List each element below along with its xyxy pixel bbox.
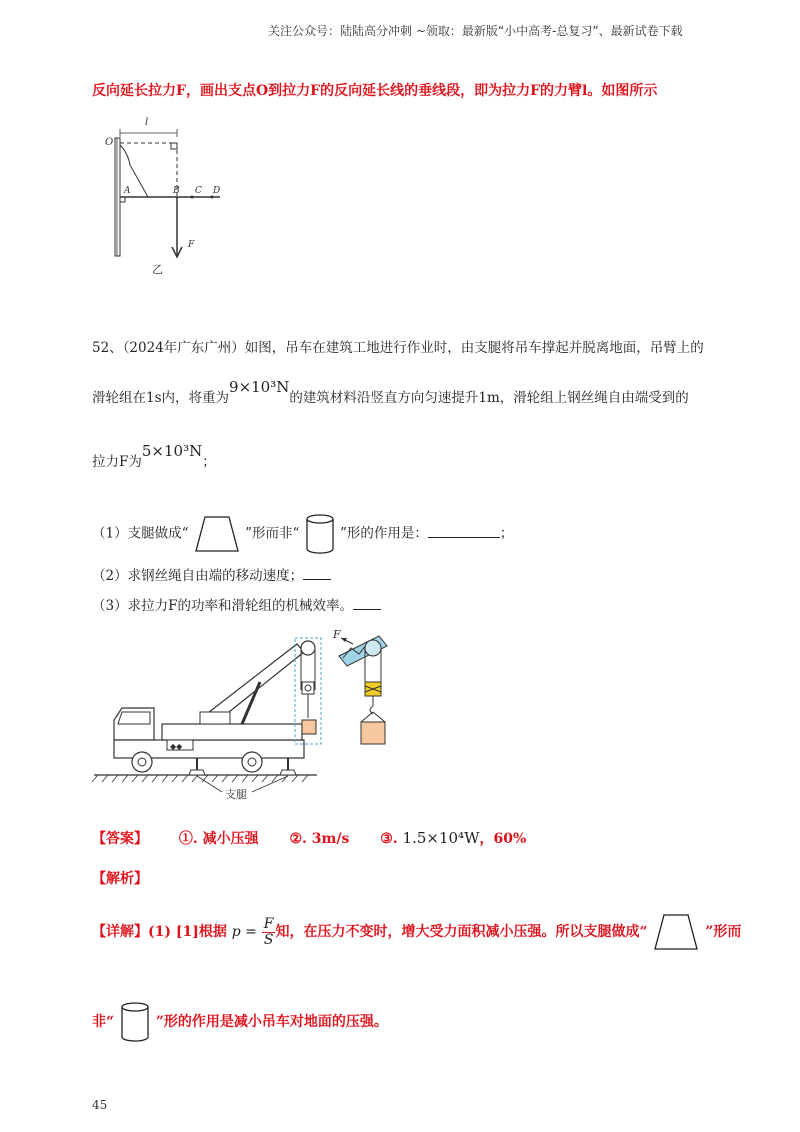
question-line-3 [92, 442, 216, 470]
detail-text-1c: ”形而 [705, 924, 742, 940]
answer-line [92, 828, 526, 848]
question-line-2 [92, 378, 689, 406]
answer-3-prefix: ③. [380, 831, 398, 847]
label-o: O [105, 137, 114, 148]
answer-blank-1[interactable] [428, 525, 500, 538]
label-a: A [124, 186, 131, 196]
analysis-label: 【解析】 [92, 871, 148, 887]
formula-numerator: F [263, 915, 274, 932]
answer-3-power: 1.5×10⁴W [402, 829, 480, 847]
label-b: B [173, 186, 180, 196]
sub-question-2 [92, 564, 331, 584]
detail-text-2a: 非“ [92, 1014, 115, 1030]
pressure-formula [262, 917, 276, 948]
answer-2: ②. 3m/s [289, 831, 350, 847]
weight-value: 9×10³N [229, 378, 290, 396]
detail-text-1a: (1) [1]根据 [148, 924, 227, 940]
answer-label: 【答案】 [92, 831, 148, 847]
answer-3-suffix: ，60% [479, 831, 527, 847]
question-text-1: 如图，吊车在建筑工地进行作业时，由支腿将吊车撑起并脱离地面，吊臂上的 [244, 340, 704, 356]
label-d: D [213, 186, 221, 196]
question-line-1 [92, 336, 704, 356]
label-l: l [145, 117, 149, 128]
lever-diagram [100, 105, 240, 280]
sub-question-1-a: （1）支腿做成“ [92, 525, 189, 542]
analysis-detail-line-2 [92, 1000, 388, 1044]
sub-question-1-c: ”形的作用是： [340, 525, 428, 542]
question-text-2b: 的建筑材料沿竖直方向匀速提升1m，滑轮组上钢丝绳自由端受到的 [289, 390, 689, 406]
question-number: 52、 [92, 340, 123, 356]
question-text-3b: ； [202, 454, 216, 470]
detail-text-2b: ”形的作用是减小吊车对地面的压强。 [155, 1014, 388, 1030]
crane-diagram [92, 620, 412, 800]
sub-question-1-end: ； [499, 525, 514, 542]
question-text-3a: 拉力F为 [92, 454, 142, 470]
figure-caption: 乙 [152, 263, 163, 276]
crane-label-leg: 支腿 [225, 788, 247, 800]
sub-question-1-b: ”形而非“ [245, 525, 300, 542]
label-f: F [188, 240, 195, 250]
trapezoid-icon [193, 514, 241, 554]
sub-question-2-text: （2）求钢丝绳自由端的移动速度； [92, 568, 304, 584]
page-number: 45 [92, 1098, 108, 1112]
answer-1: ①. 减小压强 [178, 831, 259, 847]
detail-text-1b: 知，在压力不变时，增大受力面积减小压强。所以支腿做成“ [275, 924, 648, 940]
answer-blank-3[interactable] [353, 597, 381, 610]
cylinder-icon [304, 512, 336, 556]
formula-denominator: S [263, 931, 274, 948]
question-source: （2024年广东广州） [122, 340, 245, 356]
crane-label-f: F [333, 628, 341, 641]
sub-question-1 [92, 512, 513, 556]
label-c: C [195, 186, 202, 196]
detail-label: 【详解】 [92, 924, 148, 940]
sub-question-3 [92, 594, 381, 614]
sub-question-3-text: （3）求拉力F的功率和滑轮组的机械效率。 [92, 598, 353, 614]
trapezoid-icon [652, 912, 700, 952]
top-note: 反向延长拉力F，画出支点O到拉力F的反向延长线的垂线段，即为拉力F的力臂l。如图所示 [92, 83, 658, 99]
page-header: 关注公众号：陆陆高分冲刺 ~领取：最新版“小中高考-总复习”、最新试卷下载 [268, 24, 683, 38]
cylinder-icon [119, 1000, 151, 1044]
svg-text:◆◆: ◆◆ [170, 742, 183, 751]
formula-p: p = [231, 924, 257, 940]
force-value: 5×10³N [141, 442, 203, 460]
question-text-2a: 滑轮组在1s内，将重为 [92, 390, 230, 406]
analysis-detail-line-1 [92, 912, 741, 952]
answer-blank-2[interactable] [303, 567, 331, 580]
